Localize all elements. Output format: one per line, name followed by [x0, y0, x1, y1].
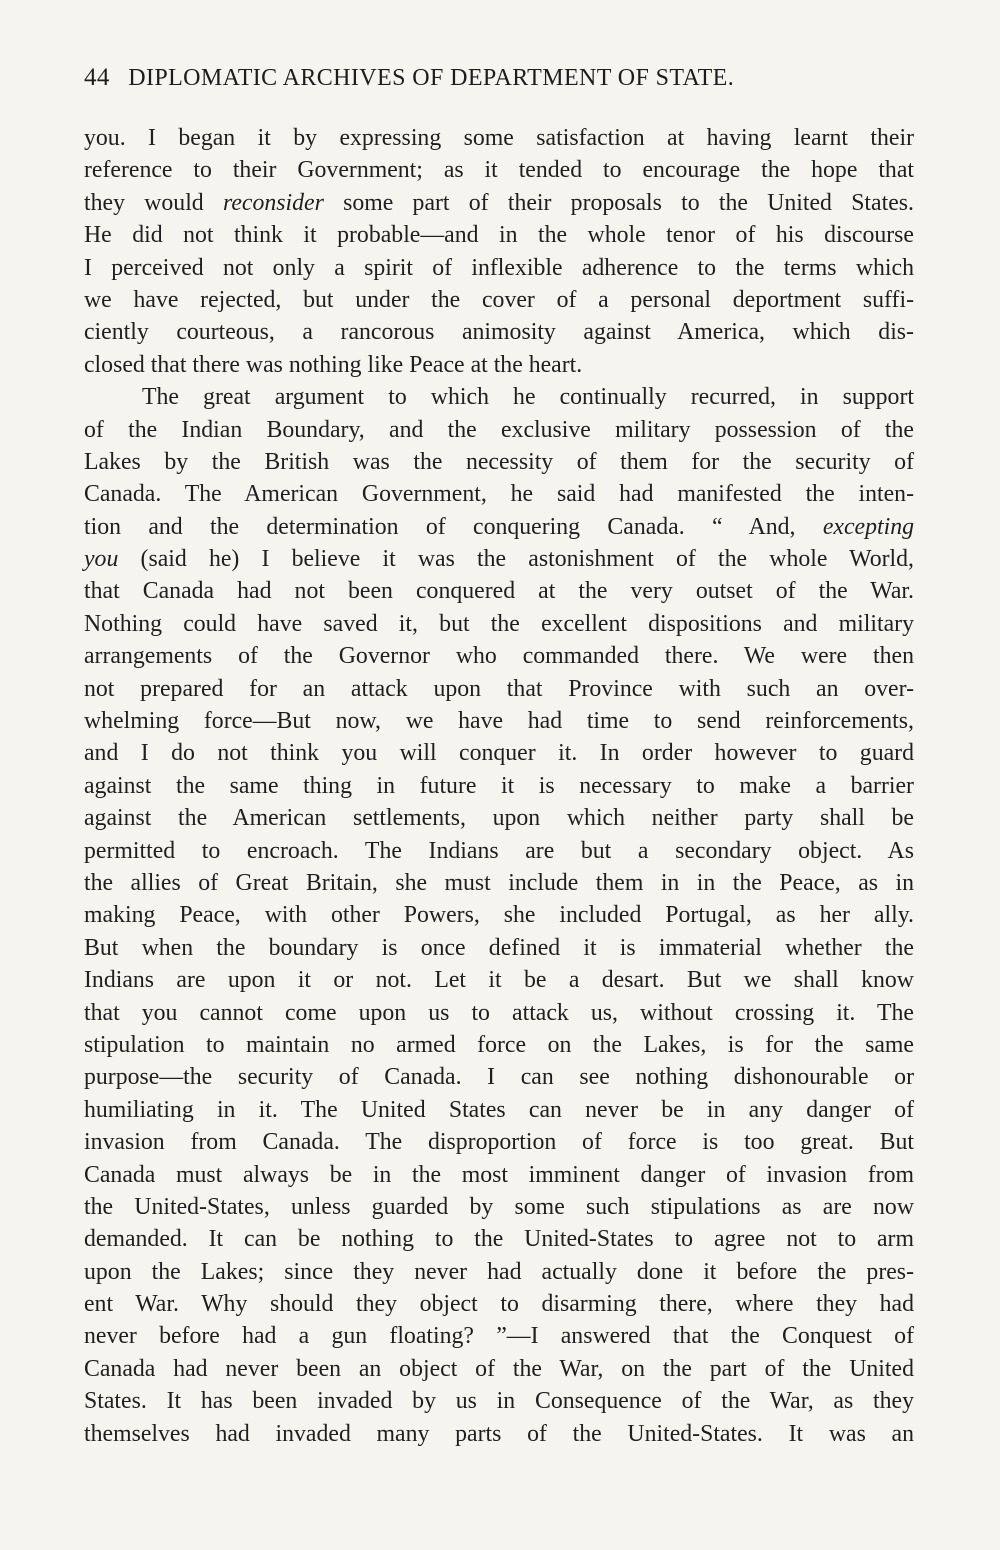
paragraph-start-line: The great argument to which he continually recurred, in support: [142, 384, 914, 411]
text-line: against the same thing in future it is necessary to make a barrier: [84, 772, 914, 799]
text-line: States. It has been invaded by us in Consequence of the War, as they: [84, 1388, 914, 1415]
text-line: and I do not think you will conquer it. In order however to guard: [84, 740, 914, 767]
text-line: closed that there was nothing like Peace at the heart.: [84, 351, 583, 378]
text-line: ent War. Why should they object to disarming there, where they had: [84, 1291, 914, 1318]
text-line: [84, 511, 914, 543]
text-line: Canada must always be in the most imminent danger of invasion from: [84, 1161, 914, 1188]
text-line: [84, 187, 914, 219]
text-line: But when the boundary is once defined it is immaterial whether the: [84, 934, 914, 961]
text-line: making Peace, with other Powers, she included Portugal, as her ally.: [84, 902, 914, 929]
text-line-part: (said he) I believe it was the astonishment of the whole World,: [118, 546, 914, 573]
text-line: upon the Lakes; since they never had actually done it before the pres-: [84, 1258, 914, 1285]
italic-word: excepting: [822, 513, 914, 540]
text-line: ciently courteous, a rancorous animosity against America, which dis-: [84, 319, 914, 346]
text-line: purpose—the security of Canada. I can see nothing dishonourable or: [84, 1064, 914, 1091]
text-line: He did not think it probable—and in the whole tenor of his discourse: [84, 222, 914, 249]
text-line: you. I began it by expressing some satisfaction at having learnt their: [84, 125, 914, 151]
text-line: that you cannot come upon us to attack us, without crossing it. The: [84, 999, 914, 1026]
text-line: Lakes by the British was the necessity of them for the security of: [84, 448, 914, 475]
text-line-part: some part of their proposals to the United States.: [323, 189, 914, 216]
text-line-part: they would: [84, 189, 223, 216]
text-line: Nothing could have saved it, but the excellent dispositions and military: [84, 610, 914, 637]
text-line: [84, 543, 914, 575]
text-line: Indians are upon it or not. Let it be a desart. But we shall know: [84, 967, 914, 994]
text-line: the United-States, unless guarded by some such stipulations as are now: [84, 1193, 914, 1220]
text-line: I perceived not only a spirit of inflexible adherence to the terms which: [84, 254, 914, 281]
text-line: the allies of Great Britain, she must include them in in the Peace, as in: [84, 869, 914, 896]
text-line: we have rejected, but under the cover of a personal deportment suffi-: [84, 286, 914, 313]
text-line: of the Indian Boundary, and the exclusive military possession of the: [84, 416, 914, 443]
text-line: never before had a gun floating? ”—I answered that the Conquest of: [84, 1323, 914, 1350]
text-line: not prepared for an attack upon that Province with such an over-: [84, 675, 914, 702]
body-text: [84, 122, 914, 1450]
text-line: Canada. The American Government, he said had manifested the inten-: [84, 481, 914, 508]
italic-word: reconsider: [222, 189, 324, 216]
running-head: [84, 64, 919, 92]
italic-word: you: [84, 546, 119, 573]
text-line: humiliating in it. The United States can never be in any danger of: [84, 1096, 914, 1123]
text-line: stipulation to maintain no armed force on the Lakes, is for the same: [84, 1031, 914, 1058]
text-line: whelming force—But now, we have had time to send reinforcements,: [84, 708, 914, 735]
text-line: permitted to encroach. The Indians are but a secondary object. As: [84, 837, 914, 864]
text-line: Canada had never been an object of the War, on the part of the United: [84, 1355, 914, 1382]
text-line: themselves had invaded many parts of the United-States. It was an: [84, 1420, 914, 1447]
text-line: against the American settlements, upon which neither party shall be: [84, 805, 914, 832]
text-line: invasion from Canada. The disproportion of force is too great. But: [84, 1129, 914, 1156]
text-line: reference to their Government; as it tended to encourage the hope that: [84, 157, 914, 184]
text-line-part: tion and the determination of conquering Canada. “ And,: [84, 513, 823, 540]
page-number: 44: [84, 64, 110, 91]
text-line: demanded. It can be nothing to the United-States to agree not to arm: [84, 1226, 914, 1253]
text-line: arrangements of the Governor who commanded there. We were then: [84, 643, 914, 670]
text-line: that Canada had not been conquered at the very outset of the War.: [84, 578, 914, 605]
running-title: DIPLOMATIC ARCHIVES OF DEPARTMENT OF STATE.: [128, 65, 735, 91]
